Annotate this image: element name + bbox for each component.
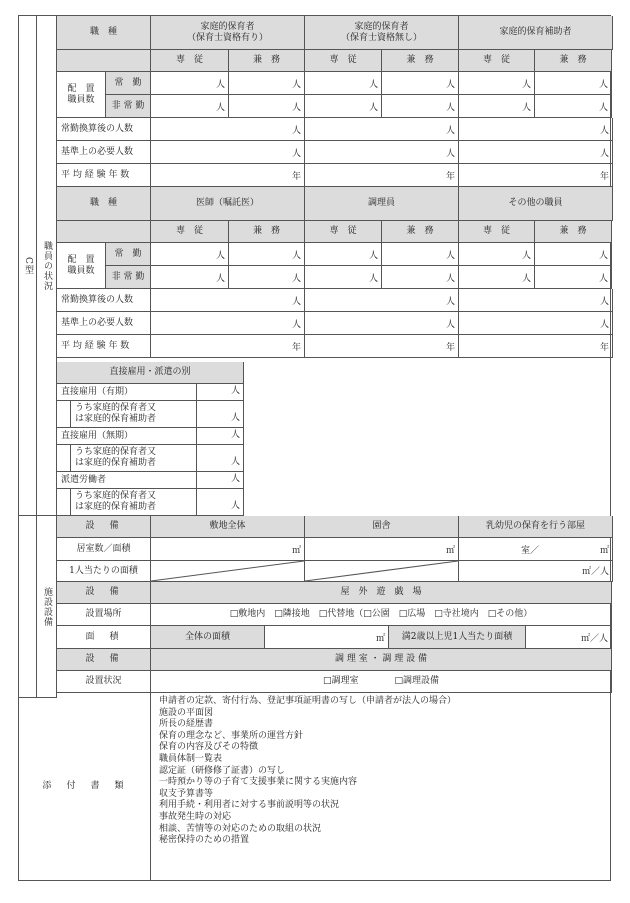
attachments-list	[151, 693, 612, 881]
unit-label: 人	[291, 103, 301, 113]
total-area-input[interactable]	[265, 626, 389, 649]
unit-label: 人	[368, 103, 378, 113]
kijun-label	[57, 141, 151, 164]
attachment-item: 保育の内容及びその特徴	[159, 742, 259, 753]
unit-label: 人	[599, 149, 609, 159]
setsubi-label-text: 設 備	[85, 587, 122, 597]
attachment-item: 申請者の定款、寄付行為、登記事項証明書の写し（申請者が法人の場合）	[159, 696, 457, 706]
unit-label: 人	[445, 103, 455, 113]
section-staff	[37, 16, 57, 516]
employment-row-label-text: 派遣労働者	[61, 474, 107, 485]
attachment-item: 事故発生時の対応	[159, 811, 232, 822]
kanzan-input[interactable]	[305, 289, 459, 312]
facility-col-header-text: 乳幼児の保育を行う部屋	[485, 521, 585, 531]
shokushu-label	[57, 187, 151, 221]
indent-spacer	[57, 445, 71, 472]
type-label	[19, 16, 37, 516]
unit-label: 人	[598, 251, 608, 261]
attachment-item: 施設の平面図	[159, 707, 214, 718]
diagonal-strike	[151, 561, 304, 581]
unit-label: 人	[445, 297, 455, 307]
count-input[interactable]	[151, 72, 229, 95]
employment-row-label-text: 直接雇用（無期）	[61, 430, 134, 441]
count-input[interactable]	[151, 266, 229, 289]
count-input[interactable]	[382, 266, 459, 289]
keiken-input[interactable]	[305, 335, 459, 358]
unit-label: 人	[291, 297, 301, 307]
unit-label: 人	[598, 80, 608, 90]
kenmu-header	[535, 221, 612, 243]
hijokin-label	[106, 266, 151, 289]
unit-label: 人	[230, 413, 240, 423]
group-header	[305, 16, 459, 50]
location-options[interactable]	[151, 604, 612, 626]
attachment-item: 一時預かり等の子育て支援事業に関する実施内容	[159, 777, 358, 788]
kenmu-header-text: 兼 務	[252, 226, 280, 236]
unit-label: 人	[599, 126, 609, 136]
unit-label: 人	[215, 251, 225, 261]
keiken-label-text: 平 均 経 験 年 数	[61, 340, 130, 351]
haichi-label	[57, 243, 106, 289]
attachment-item: 所長の経歴書	[159, 719, 214, 730]
unit-label: 人	[291, 126, 301, 136]
kenmu-header	[535, 50, 612, 72]
unit-label: ㎡	[599, 546, 609, 556]
setsubi-label	[57, 582, 151, 604]
per-person-na	[305, 561, 459, 582]
setsubi-label-text: 設 備	[85, 521, 122, 531]
senju-header	[459, 221, 535, 243]
count-input[interactable]	[151, 243, 229, 266]
senju-header-text: 専 従	[482, 226, 510, 236]
unit-label: 人	[598, 274, 608, 284]
employment-count-input[interactable]	[197, 472, 244, 489]
per-person-input[interactable]	[459, 561, 613, 582]
count-input[interactable]	[459, 72, 535, 95]
unit-label: 人	[521, 103, 531, 113]
count-input[interactable]	[382, 95, 459, 118]
senju-header	[305, 221, 382, 243]
jokin-label-text: 常 勤	[114, 248, 142, 259]
total-area-label	[151, 626, 265, 649]
employment-row-label	[71, 401, 197, 428]
senju-header-text: 専 従	[329, 55, 357, 65]
unit-label: 人	[215, 80, 225, 90]
unit-label: 年	[291, 343, 301, 353]
kenmu-header-text: 兼 務	[406, 55, 434, 65]
location-label	[57, 604, 151, 626]
employment-row-label	[57, 428, 197, 445]
facility-col-header	[151, 516, 305, 538]
section-staff-text: 職員の状況	[42, 240, 52, 291]
haichi-label-text: 配 置 職員数	[67, 254, 95, 276]
unit-label: ㎡	[291, 546, 301, 556]
haichi-label	[57, 72, 106, 118]
kanzan-label	[57, 289, 151, 312]
haichi-label-text: 配 置 職員数	[67, 83, 95, 105]
total-area-label-text: 全体の面積	[184, 631, 230, 642]
employment-count-input[interactable]	[197, 401, 244, 428]
unit-label: 人	[291, 274, 301, 284]
senju-header-text: 専 従	[482, 55, 510, 65]
cooking-header-text: 調 理 室 ・ 調 理 設 備	[334, 654, 428, 664]
kijun-input[interactable]	[305, 312, 459, 335]
unit-label: 年	[445, 172, 455, 182]
kijun-label	[57, 312, 151, 335]
keiken-label	[57, 335, 151, 358]
kanzan-input[interactable]	[459, 289, 613, 312]
employment-count-input[interactable]	[197, 489, 244, 516]
cooking-status-options[interactable]	[151, 671, 612, 693]
count-input[interactable]	[459, 243, 535, 266]
unit-label: ㎡	[445, 546, 455, 556]
unit-label: 人	[598, 103, 608, 113]
status-label	[57, 671, 151, 693]
group-header	[459, 187, 613, 221]
count-input[interactable]	[535, 95, 612, 118]
unit-label: 年	[599, 172, 609, 182]
employment-row-label	[71, 445, 197, 472]
kijun-label-text: 基準上の必要人数	[61, 146, 134, 157]
kijun-input[interactable]	[151, 312, 305, 335]
kenmu-header	[229, 50, 305, 72]
room-area-input[interactable]	[459, 538, 613, 561]
facility-col-header-text: 園舎	[372, 521, 391, 531]
unit-label: 人	[445, 320, 455, 330]
keiken-label-text: 平 均 経 験 年 数	[61, 169, 130, 180]
hijokin-label-text: 非 常 勤	[111, 100, 145, 111]
unit-label: ㎡／人	[581, 567, 609, 577]
count-input[interactable]	[535, 266, 612, 289]
facility-col-header-text: 敷地全体	[209, 521, 246, 531]
kanzan-label	[57, 118, 151, 141]
employment-row-label	[57, 472, 197, 489]
keiken-input[interactable]	[459, 335, 613, 358]
indent-spacer	[57, 489, 71, 516]
count-input[interactable]	[459, 266, 535, 289]
unit-label: 人	[230, 430, 240, 440]
unit-label: 人	[230, 474, 240, 484]
menseki-label	[57, 626, 151, 649]
count-input[interactable]	[382, 72, 459, 95]
kijun-label-text: 基準上の必要人数	[61, 317, 134, 328]
unit-label: 人	[291, 149, 301, 159]
keiken-input[interactable]	[305, 164, 459, 187]
employment-header-text: 直接雇用・派遣の別	[109, 367, 191, 377]
unit-label: 人	[445, 251, 455, 261]
setsubi-label	[57, 649, 151, 671]
indent-spacer	[57, 401, 71, 428]
section-facility-text: 施設設備	[42, 586, 52, 627]
attachment-item: 職員体制一覧表	[159, 753, 223, 764]
over2-area-label	[389, 626, 526, 649]
menseki-label-text: 面 積	[85, 631, 122, 642]
count-input[interactable]	[229, 266, 305, 289]
count-input[interactable]	[382, 243, 459, 266]
attachment-item: 収支予算書等	[159, 788, 214, 799]
location-label-text: 設置場所	[85, 609, 122, 619]
group-header	[151, 16, 305, 50]
kanzan-input[interactable]	[305, 118, 459, 141]
over2-area-input[interactable]	[526, 626, 612, 649]
application-form	[18, 15, 611, 881]
unit-label: 人	[445, 274, 455, 284]
room-count-unit: 室／	[521, 546, 540, 556]
senju-header	[305, 50, 382, 72]
unit-label: 人	[215, 274, 225, 284]
group-header	[151, 187, 305, 221]
count-input[interactable]	[151, 95, 229, 118]
unit-label: 年	[599, 343, 609, 353]
unit-label: 人	[291, 320, 301, 330]
shokushu-label-text: 職 種	[89, 27, 117, 37]
kenmu-header	[229, 221, 305, 243]
count-input[interactable]	[305, 72, 382, 95]
kenmu-header-text: 兼 務	[559, 226, 587, 236]
facility-col-header	[305, 516, 459, 538]
unit-label: 人	[368, 274, 378, 284]
count-input[interactable]	[459, 95, 535, 118]
group-header	[459, 16, 613, 50]
kenmu-header-text: 兼 務	[252, 55, 280, 65]
count-input[interactable]	[535, 72, 612, 95]
senju-header	[151, 50, 229, 72]
count-input[interactable]	[535, 243, 612, 266]
senju-header-text: 専 従	[175, 55, 203, 65]
count-input[interactable]	[305, 266, 382, 289]
keiken-input[interactable]	[459, 164, 613, 187]
blank-side	[19, 516, 37, 698]
per-person-na	[151, 561, 305, 582]
kenmu-header-text: 兼 務	[406, 226, 434, 236]
employment-row-label-text: 直接雇用（有期）	[61, 386, 134, 397]
senju-header-text: 専 従	[329, 226, 357, 236]
attachment-item: 利用手続・利用者に対する事前説明等の状況	[159, 800, 340, 811]
unit-label: 人	[291, 80, 301, 90]
attachment-item: 保育の理念など、事業所の運営方針	[159, 730, 304, 741]
senju-header-text: 専 従	[175, 226, 203, 236]
employment-row-label	[71, 489, 197, 516]
unit-label: 人	[521, 251, 531, 261]
jokin-label	[106, 243, 151, 266]
over2-area-label-text: 満2歳以上児1人当たり面積	[401, 631, 513, 642]
employment-count-input[interactable]	[197, 445, 244, 472]
unit-label: 人	[445, 149, 455, 159]
senju-header	[151, 221, 229, 243]
blank-header	[57, 221, 151, 243]
employment-row-label	[57, 384, 197, 401]
employment-row-label-text: うち家庭的保育者又 は家庭的保育補助者	[75, 403, 157, 424]
group-header-text: 家庭的保育者 （保育士資格無し）	[340, 21, 422, 43]
employment-count-input[interactable]	[197, 428, 244, 445]
per-person-label	[57, 561, 151, 582]
count-input[interactable]	[305, 243, 382, 266]
blank-header	[57, 50, 151, 72]
kijun-input[interactable]	[459, 312, 613, 335]
kenmu-header-text: 兼 務	[559, 55, 587, 65]
senju-header	[459, 50, 535, 72]
unit-label: 人	[521, 80, 531, 90]
outdoor-header	[151, 582, 612, 604]
group-header	[305, 187, 459, 221]
kanzan-input[interactable]	[151, 289, 305, 312]
keiken-label	[57, 164, 151, 187]
unit-label: 人	[445, 126, 455, 136]
kanzan-input[interactable]	[459, 118, 613, 141]
unit-label: 人	[230, 457, 240, 467]
jokin-label	[106, 72, 151, 95]
unit-label: 人	[291, 251, 301, 261]
diagonal-strike	[305, 561, 458, 581]
group-header-text: 医師（嘱託医）	[195, 198, 259, 208]
unit-label: 人	[368, 80, 378, 90]
setsubi-label-text: 設 備	[85, 654, 122, 664]
shokushu-label	[57, 16, 151, 50]
facility-col-header	[459, 516, 613, 538]
unit-label: 年	[445, 343, 455, 353]
attachment-item: 認定証（研修修了証書）の写し	[159, 765, 286, 776]
hijokin-label	[106, 95, 151, 118]
per-person-label-text: 1人当たりの面積	[69, 565, 138, 576]
employment-row-label-text: うち家庭的保育者又 は家庭的保育補助者	[75, 491, 157, 512]
unit-label: 年	[291, 172, 301, 182]
group-header-text: 家庭的保育補助者	[499, 27, 572, 37]
outdoor-header-text: 屋 外 遊 戯 場	[340, 587, 422, 597]
kijun-input[interactable]	[305, 141, 459, 164]
type-label-text: C型	[23, 256, 33, 275]
attachment-item: 相談、苦情等の対応のための取組の状況	[159, 823, 322, 834]
employment-row-label-text: うち家庭的保育者又 は家庭的保育補助者	[75, 447, 157, 468]
unit-label: 人	[215, 103, 225, 113]
jokin-label-text: 常 勤	[114, 77, 142, 88]
kijun-input[interactable]	[151, 141, 305, 164]
location-options-text: □敷地内 □隣接地 □代替地（□公園 □広場 □寺社境内 □その他）	[229, 609, 533, 619]
cooking-header	[151, 649, 612, 671]
unit-label: 人	[445, 80, 455, 90]
count-input[interactable]	[229, 95, 305, 118]
unit-label: 人	[230, 386, 240, 396]
kanzan-input[interactable]	[151, 118, 305, 141]
count-input[interactable]	[229, 243, 305, 266]
section-facility	[37, 516, 57, 698]
kijun-input[interactable]	[459, 141, 613, 164]
keiken-input[interactable]	[151, 335, 305, 358]
employment-header	[57, 362, 244, 384]
room-area-label-text: 居室数／面積	[76, 543, 131, 554]
kenmu-header	[382, 50, 459, 72]
unit-label: 人	[599, 297, 609, 307]
count-input[interactable]	[229, 72, 305, 95]
employment-count-input[interactable]	[197, 384, 244, 401]
unit-label: ㎡	[375, 634, 385, 644]
group-header-text: 調理員	[367, 198, 395, 208]
group-header-text: 家庭的保育者 （保育士資格有り）	[186, 21, 268, 43]
shokushu-label-text: 職 種	[89, 198, 117, 208]
status-label-text: 設置状況	[85, 676, 122, 686]
count-input[interactable]	[305, 95, 382, 118]
group-header-text: その他の職員	[508, 198, 563, 208]
unit-label: 人	[368, 251, 378, 261]
attachments-label-text: 添 付 書 類	[42, 780, 127, 791]
site-area-input[interactable]	[151, 538, 305, 561]
hijokin-label-text: 非 常 勤	[111, 271, 145, 282]
kanzan-label-text: 常勤換算後の人数	[61, 123, 134, 134]
unit-label: 人	[599, 320, 609, 330]
keiken-input[interactable]	[151, 164, 305, 187]
room-area-label	[57, 538, 151, 561]
setsubi-label	[57, 516, 151, 538]
unit-label: ㎡／人	[580, 634, 608, 644]
building-area-input[interactable]	[305, 538, 459, 561]
attachment-item: 秘密保持のための措置	[159, 835, 250, 846]
unit-label: 人	[521, 274, 531, 284]
attachments-label	[19, 693, 151, 881]
cooking-status-options-text: □調理室 □調理設備	[322, 676, 439, 686]
kanzan-label-text: 常勤換算後の人数	[61, 294, 134, 305]
kenmu-header	[382, 221, 459, 243]
unit-label: 人	[230, 501, 240, 511]
